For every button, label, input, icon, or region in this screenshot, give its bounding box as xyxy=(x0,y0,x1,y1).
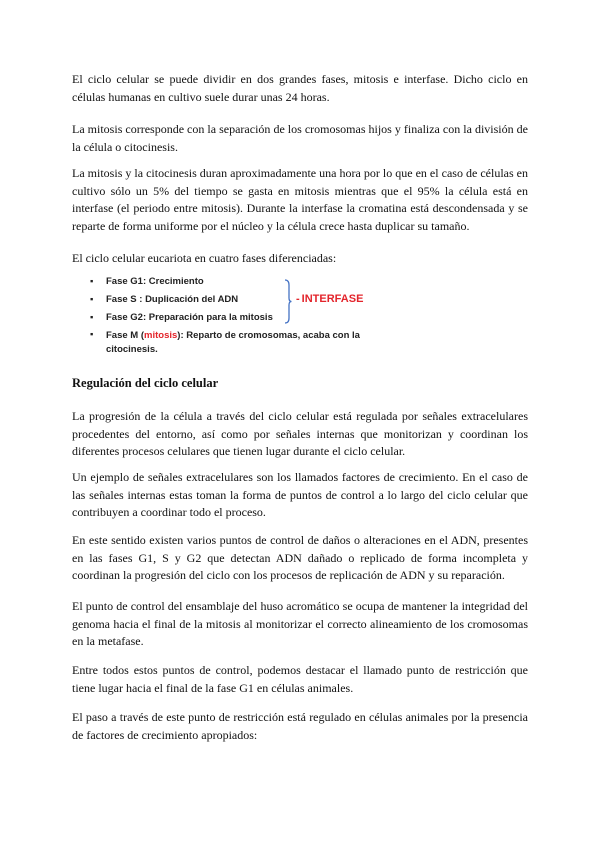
paragraph-spindle-checkpoint: El punto de control del ensamblaje del huso acromático se ocupa de mantener la integridad del genoma hacia el final de la mitosis al monitorizar el correcto alineamiento de los cromosomas en la metafase. xyxy=(72,599,528,648)
interfase-label xyxy=(296,293,363,305)
paragraph-mitosis-duration: La mitosis y la citocinesis duran aproximadamente una hora por lo que en el caso de células en cultivo sólo un 5% del tiempo se gasta en mitosis mientras que el 95% la célula está en interfase (el periodo entre mitosis). Durante la interfase la cromatina está descondensada y se reparte de forma uniforme por el núcleo y la célula crece hasta duplicar su tamaño. xyxy=(72,166,528,233)
phase-m-mitosis-highlight: mitosis xyxy=(144,330,178,341)
paragraph-regulation: La progresión de la célula a través del ciclo celular está regulada por señales extracelulares procedentes del entorno, así como por señales internas que monitorizan y coordinan los diferentes procesos celulares que tienen lugar durante el ciclo celular. xyxy=(72,409,528,458)
phase-m-text xyxy=(106,329,396,357)
paragraph-growth-factors: El paso a través de este punto de restricción está regulado en células animales por la presencia de factores de crecimiento apropiados: xyxy=(72,710,528,742)
phase-label: Fase S : Duplicación del ADN xyxy=(106,294,239,305)
bullet-icon: ▪ xyxy=(90,312,94,323)
paragraph-restriction-point: Entre todos estos puntos de control, podemos destacar el llamado punto de restricción que tiene lugar hacia el final de la fase G1 en células animales. xyxy=(72,663,528,695)
paragraph-cell-cycle-intro: El ciclo celular se puede dividir en dos grandes fases, mitosis e interfase. Dicho ciclo en células humanas en cultivo suele durar unas 24 horas. xyxy=(72,72,528,104)
interfase-brace-icon xyxy=(284,279,292,324)
phase-m-prefix: Fase M ( xyxy=(106,330,145,341)
section-heading: Regulación del ciclo celular xyxy=(72,376,219,390)
phase-item-m xyxy=(90,329,396,357)
phase-label: Fase G1: Crecimiento xyxy=(106,276,204,287)
phase-item-s xyxy=(90,294,238,305)
phase-item-g1 xyxy=(90,276,204,287)
interfase-text: INTERFASE xyxy=(301,293,364,305)
paragraph-extracellular-signals: Un ejemplo de señales extracelulares son los llamados factores de crecimiento. En el caso de las señales internas estas toman la forma de puntos de control a lo largo del ciclo celular que contribuyen a coordinar todo el proceso. xyxy=(72,470,528,519)
paragraph-dna-checkpoints: En este sentido existen varios puntos de control de daños o alteraciones en el ADN, presentes en las fases G1, S y G2 que detectan ADN dañado o replicado de forma incompleta y coordinan la progresión del ciclo con los procesos de replicación de ADN y su reparación. xyxy=(72,533,528,582)
phase-m-suffix: ): Reparto de cromosomas, acaba con la citocinesis. xyxy=(106,330,360,355)
paragraph-phases-intro: El ciclo celular eucariota en cuatro fases diferenciadas: xyxy=(72,251,337,265)
bullet-icon: ▪ xyxy=(90,276,94,287)
phase-item-g2 xyxy=(90,312,273,323)
bullet-icon: ▪ xyxy=(90,294,94,305)
dash-icon: ‑ xyxy=(296,293,300,305)
bullet-icon: ▪ xyxy=(90,329,94,340)
phase-label: Fase G2: Preparación para la mitosis xyxy=(106,312,273,323)
paragraph-mitosis-definition: La mitosis corresponde con la separación de los cromosomas hijos y finaliza con la división de la célula o citocinesis. xyxy=(72,122,528,154)
